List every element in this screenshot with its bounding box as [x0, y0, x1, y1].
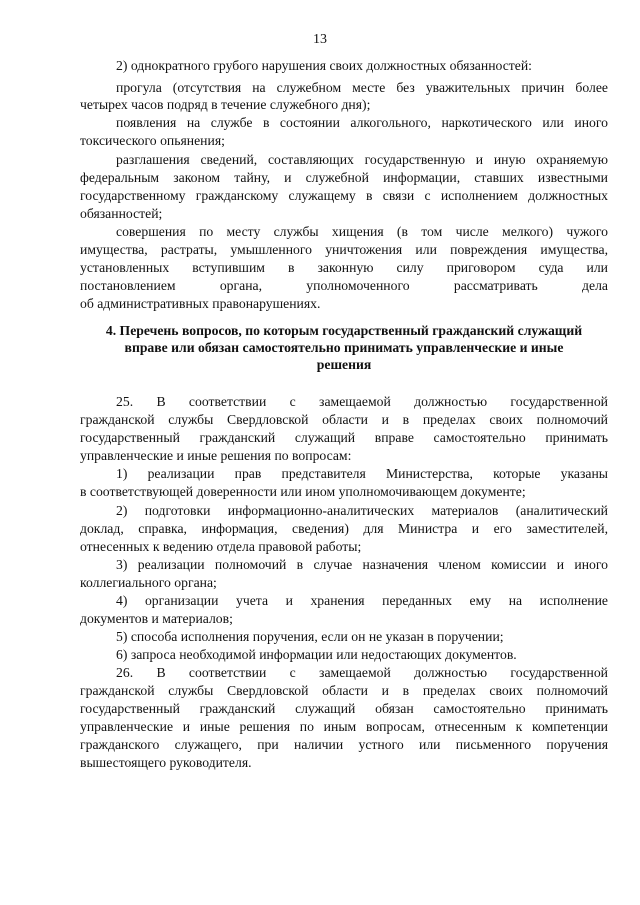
text-line: федеральным законом тайну, и служебной информации, ставших известными: [80, 170, 608, 185]
text-line: прогула (отсутствия на служебном месте без уважительных причин более: [116, 80, 608, 95]
text-line: государственный гражданский служащий вправе самостоятельно принимать: [80, 430, 608, 445]
text-line: гражданской службы Свердловской области и в пределах своих полномочий: [80, 412, 608, 427]
text-line: доклад, справка, информация, сведения) для Министра и его заместителей,: [80, 521, 608, 536]
text-line: документов и материалов;: [80, 611, 233, 626]
text-line: 5) способа исполнения поручения, если он не указан в поручении;: [116, 629, 504, 644]
text-line: совершения по месту службы хищения (в том числе мелкого) чужого: [116, 224, 608, 239]
heading-line: 4. Перечень вопросов, по которым государственный гражданский служащий: [105, 323, 583, 338]
text-line: токсического опьянения;: [80, 133, 225, 148]
text-line: управленческие и иные решения по вопросам:: [80, 448, 352, 463]
text-line: 26. В соответствии с замещаемой должностью государственной: [116, 665, 608, 680]
text-line: коллегиального органа;: [80, 575, 217, 590]
text-line: 25. В соответствии с замещаемой должностью государственной: [116, 394, 608, 409]
text-line: государственный гражданский служащий обязан самостоятельно принимать: [80, 701, 608, 716]
text-line: об административных правонарушениях.: [80, 296, 321, 311]
heading-line: решения: [316, 357, 372, 372]
text-line: обязанностей;: [80, 206, 163, 221]
text-line: вышестоящего руководителя.: [80, 755, 252, 770]
text-line: разглашения сведений, составляющих государственную и иную охраняемую: [116, 152, 608, 167]
text-line: 4) организации учета и хранения переданных ему на исполнение: [116, 593, 608, 608]
text-line: 6) запроса необходимой информации или недостающих документов.: [116, 647, 517, 662]
text-line: государственному гражданскому служащему в связи с исполнением должностных: [80, 188, 608, 203]
text-line: имущества, растраты, умышленного уничтожения или повреждения имущества,: [80, 242, 608, 257]
text-line: 2) однократного грубого нарушения своих должностных обязанностей:: [116, 58, 532, 73]
page-number: 13: [313, 32, 327, 47]
text-line: 1) реализации прав представителя Министерства, которые указаны: [116, 466, 608, 481]
text-line: 2) подготовки информационно-аналитических материалов (аналитический: [116, 503, 608, 518]
text-line: четырех часов подряд в течение служебного дня);: [80, 97, 371, 112]
section-heading: [80, 322, 608, 373]
text-line: управленческие и иные решения по иным вопросам, отнесенным к компетенции: [80, 719, 608, 734]
text-line: гражданского служащего, при наличии устного или письменного поручения: [80, 737, 608, 752]
text-line: в соответствующей доверенности или ином уполномочивающем документе;: [80, 484, 526, 499]
text-line: отнесенных к ведению отдела правовой работы;: [80, 539, 362, 554]
text-line: 3) реализации полномочий в случае назначения членом комиссии и иного: [116, 557, 608, 572]
heading-line: вправе или обязан самостоятельно принимать управленческие и иные: [124, 340, 564, 355]
text-line: появления на службе в состоянии алкогольного, наркотического или иного: [116, 115, 608, 130]
text-line: установленных вступившим в законную силу приговором суда или: [80, 260, 608, 275]
text-line: постановлением органа, уполномоченного рассматривать дела: [80, 278, 608, 293]
text-line: гражданской службы Свердловской области и в пределах своих полномочий: [80, 683, 608, 698]
